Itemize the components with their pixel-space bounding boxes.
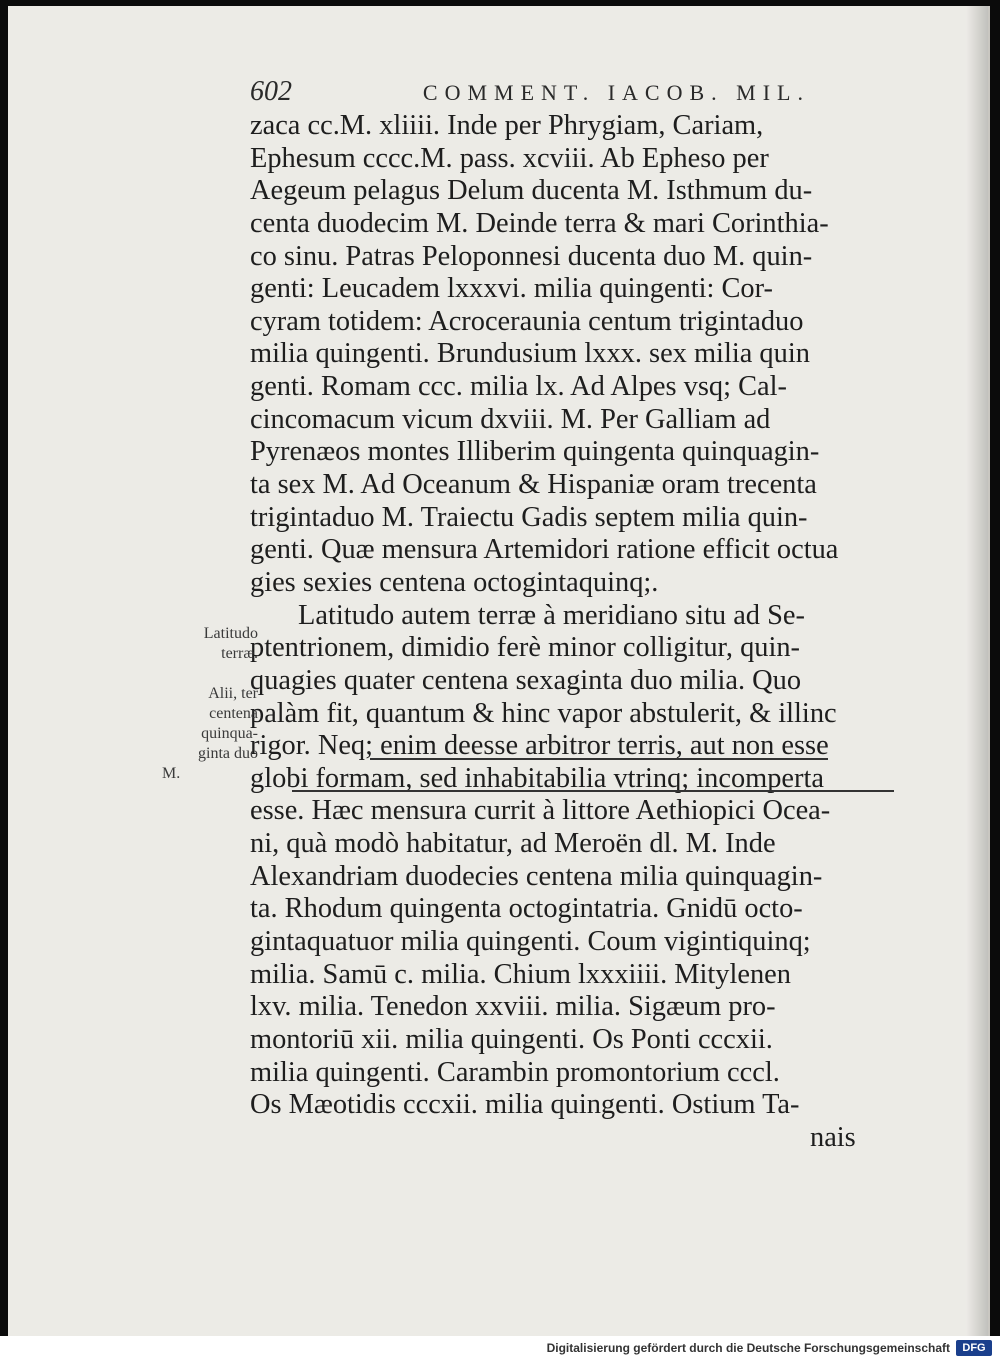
text-line: esse. Hæc mensura currit à littore Aethiopici Ocea- [250,795,831,827]
text-line: Alexandriam duodecies centena milia quinquagin- [250,860,823,892]
marginal-note-line: terræ. [221,645,258,662]
text-line: co sinu. Patras Peloponnesi ducenta duo M. quin- [250,240,813,272]
text-line: rigor. Neq; enim deesse arbitror terris, aut non esse [250,730,829,762]
marginal-note-line: M. [162,765,181,782]
text-line: Ephesum cccc.M. pass. xcviii. Ab Epheso per [250,142,769,174]
text-line: cyram totidem: Acroceraunia centum trigintaduo [250,305,804,337]
marginal-note-line: quinqua- [201,725,258,742]
footer-bar [0,1336,1000,1362]
text-line: milia quingenti. Brundusium lxxx. sex milia quin [250,338,810,370]
text-line: lxv. milia. Tenedon xxviii. milia. Sigæum pro- [250,991,776,1023]
marginal-note [148,684,258,784]
header-title: COMMENT. IACOB. MIL. [422,80,810,105]
text-line: genti. Romam ccc. milia lx. Ad Alpes vsq; Cal- [250,371,787,403]
text-line: nais [810,1121,856,1153]
body-text [250,110,890,1155]
text-line: palàm fit, quantum & hinc vapor abstulerit, & illinc [250,697,837,729]
text-line: genti. Quæ mensura Artemidori ratione efficit octua [250,534,839,566]
page-number: 602 [250,76,292,107]
text-line: trigintaduo M. Traiectu Gadis septem milia quin- [250,501,808,533]
handwritten-underline [292,790,894,792]
footer-credit: Digitalisierung gefördert durch die Deutsche Forschungsgemeinschaft [546,1341,950,1355]
page-edge-shadow [966,6,988,1336]
text-line: Pyrenæos montes Illiberim quingenta quinquagin- [250,436,820,468]
text-line: milia. Samū c. milia. Chium lxxxiiii. Mitylenen [250,958,791,990]
text-line: centa duodecim M. Deinde terra & mari Corinthia- [250,207,829,239]
text-line: quagies quater centena sexaginta duo milia. Quo [250,664,802,696]
text-line: zaca cc.M. xliiii. Inde per Phrygiam, Cariam, [250,110,764,141]
text-line: cincomacum vicum dxviii. M. Per Galliam ad [250,403,771,435]
text-line: ta. Rhodum quingenta octogintatria. Gnidū octo- [250,893,803,925]
marginal-note-line: centena [209,705,258,722]
text-line: gintaquatuor milia quingenti. Coum vigintiquinq; [250,926,811,958]
dfg-logo-icon: DFG [956,1340,992,1356]
text-line: Latitudo autem terræ à meridiano situ ad Se- [298,599,805,631]
text-line: ta sex M. Ad Oceanum & Hispaniæ oram trecenta [250,469,817,501]
text-line: globi formam, sed inhabitabilia vtrinq; incomperta [250,762,824,794]
marginal-note-line: ginta duo [198,745,258,762]
text-line: Aegeum pelagus Delum ducenta M. Isthmum du- [250,175,813,207]
text-line: milia quingenti. Carambin promontorium cccl. [250,1056,780,1088]
text-line: gies sexies centena octogintaquinq;. [250,566,659,598]
text-line: ptentrionem, dimidio ferè minor colligitur, quin- [250,632,800,664]
marginal-note [148,624,258,664]
marginal-note-line: Alii, ter [208,685,258,702]
handwritten-underline [370,758,828,760]
text-line: montoriū xii. milia quingenti. Os Ponti cccxii. [250,1023,773,1055]
text-line: ni, quà modò habitatur, ad Meroën dl. M. Inde [250,828,776,860]
marginal-note-line: Latitudo [203,625,258,642]
text-line: Os Mæotidis cccxii. milia quingenti. Ostium Ta- [250,1089,800,1121]
text-line: genti: Leucadem lxxxvi. milia quingenti: Cor- [250,273,773,305]
running-head [250,76,810,110]
